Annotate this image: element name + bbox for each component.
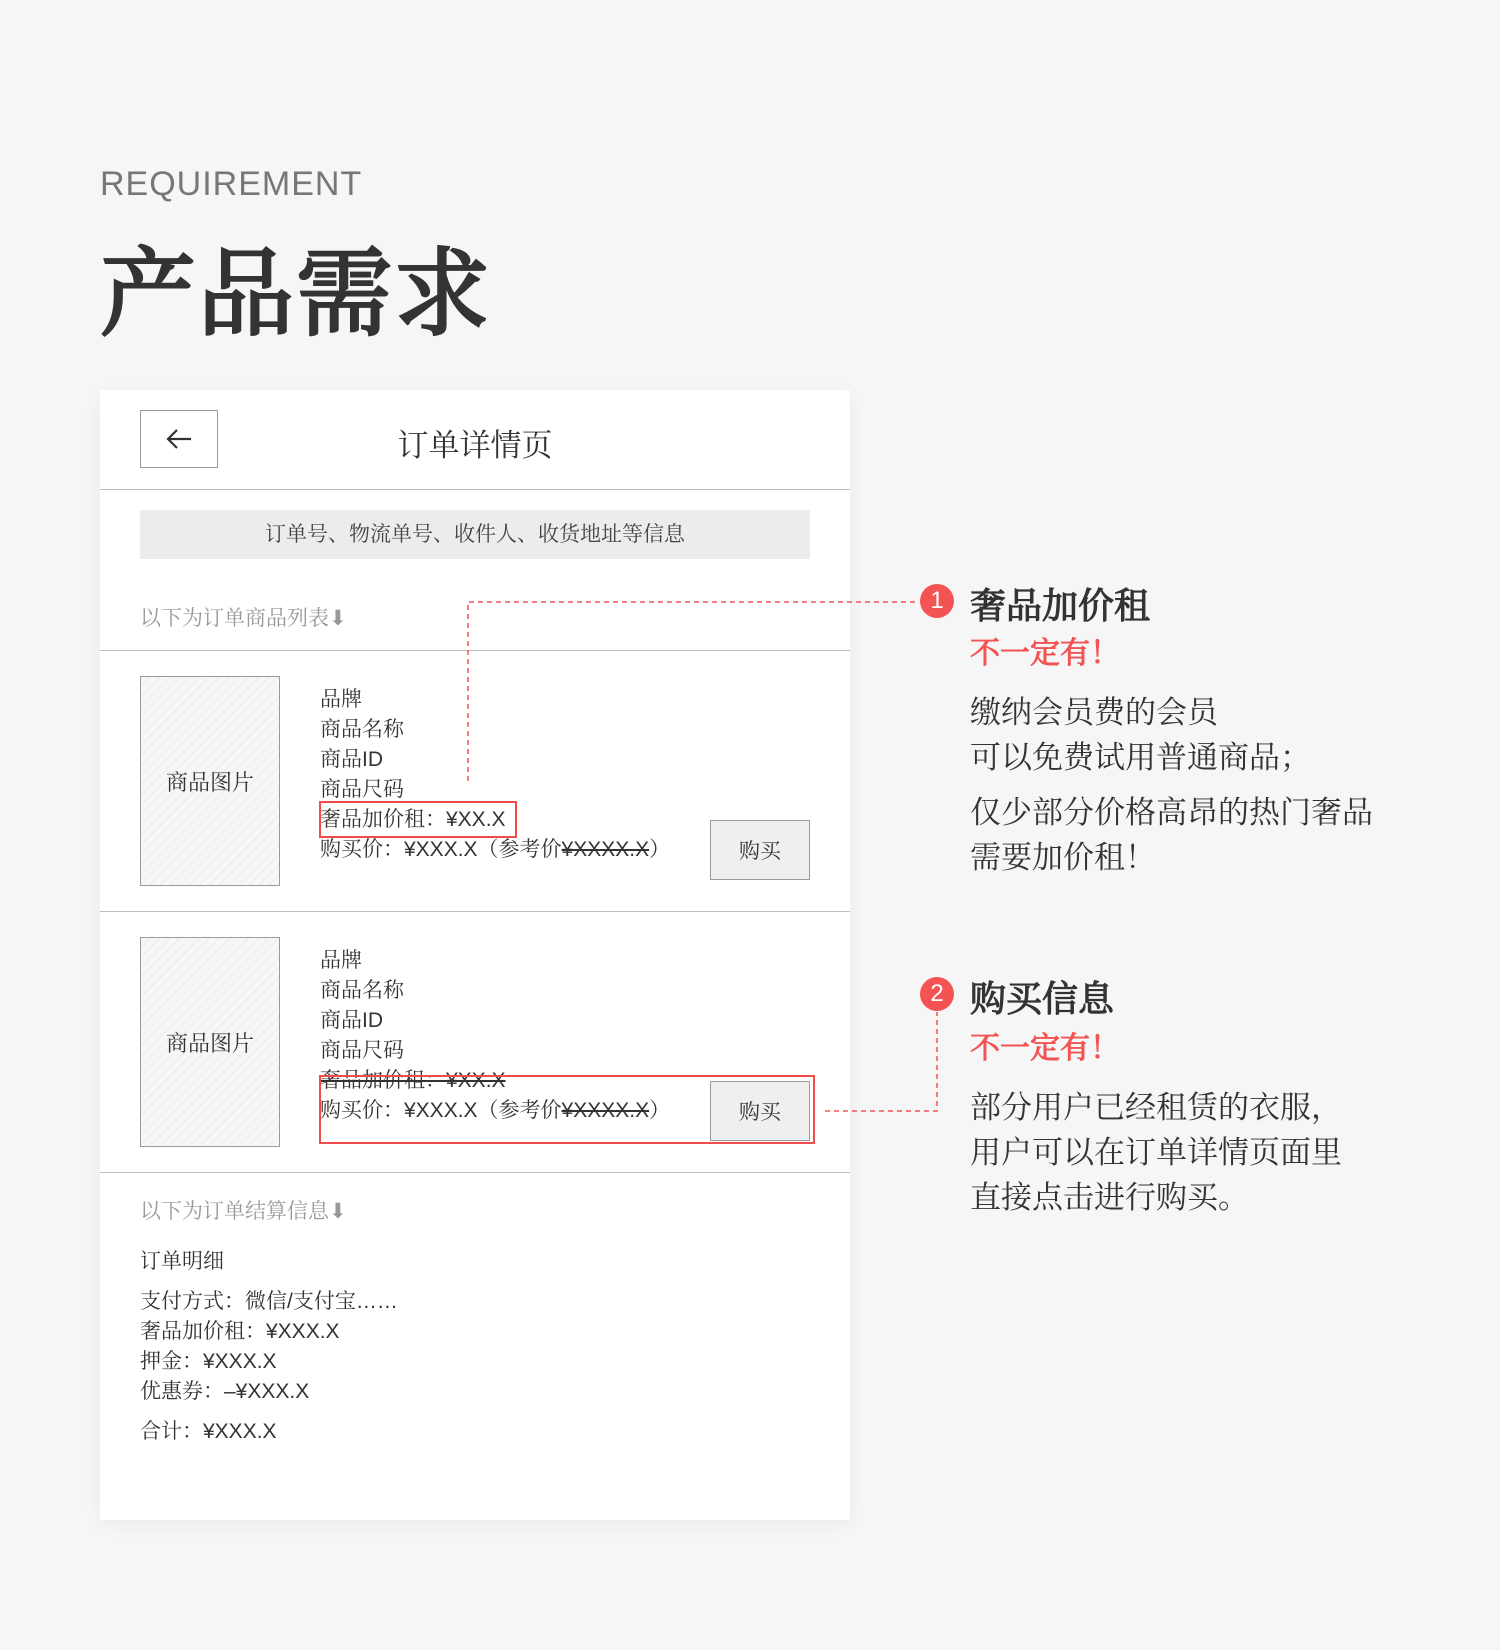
- settle-section-label: 以下为订单结算信息⬇: [140, 1200, 347, 1223]
- annotation-title: 奢品加价租: [970, 585, 1151, 626]
- nav-title: 订单详情页: [397, 428, 553, 463]
- buy-button[interactable]: 购买: [710, 820, 810, 880]
- annotation-line: 用户可以在订单详情页面里: [970, 1135, 1342, 1170]
- product-name: 商品名称: [320, 718, 404, 741]
- phone-mockup: [100, 390, 850, 1520]
- divider: [100, 1172, 850, 1173]
- annotation-tag: 不一定有！: [970, 637, 1120, 670]
- product-name: 商品名称: [320, 979, 404, 1002]
- reference-price: ¥XXXX.X: [561, 838, 650, 861]
- annotation-tag: 不一定有！: [970, 1032, 1120, 1065]
- product-size: 商品尺码: [320, 1039, 404, 1062]
- annotation-line: 直接点击进行购买。: [970, 1180, 1249, 1215]
- goods-section-label: 以下为订单商品列表⬇: [140, 607, 347, 630]
- lux-fee-text: 奢品加价租：¥XX.X: [320, 1069, 506, 1092]
- price-text: 购买价：¥XXX.X（参考价: [320, 1099, 562, 1122]
- reference-price: ¥XXXX.X: [561, 1099, 650, 1122]
- product-brand: 品牌: [320, 688, 362, 711]
- product-brand: 品牌: [320, 949, 362, 972]
- summary-coupon: 优惠券：–¥XXX.X: [140, 1380, 310, 1403]
- annotation-line: 可以免费试用普通商品；: [970, 740, 1311, 775]
- order-info-bar: 订单号、物流单号、收件人、收货地址等信息: [140, 510, 810, 559]
- divider: [100, 489, 850, 490]
- annotation-number-badge: 2: [920, 977, 954, 1011]
- summary-title: 订单明细: [140, 1250, 224, 1273]
- price-close: ）: [649, 1099, 671, 1122]
- annotation-number-badge: 1: [920, 584, 954, 618]
- price-text: 购买价：¥XXX.X（参考价: [320, 838, 562, 861]
- summary-total: 合计：¥XXX.X: [140, 1420, 277, 1443]
- divider: [100, 650, 850, 651]
- summary-deposit: 押金：¥XXX.X: [140, 1350, 277, 1373]
- product-lux-fee: 奢品加价租：¥XX.X: [320, 808, 506, 831]
- product-image: 商品图片: [140, 937, 280, 1147]
- annotation-line: 仅少部分价格高昂的热门奢品: [970, 795, 1373, 830]
- eyebrow: REQUIREMENT: [100, 165, 363, 203]
- annotation-line: 缴纳会员费的会员: [970, 695, 1218, 730]
- page-title: 产品需求: [100, 241, 492, 348]
- summary-lux-fee: 奢品加价租：¥XXX.X: [140, 1320, 340, 1343]
- annotation-line: 需要加价租！: [970, 840, 1156, 875]
- product-price: [320, 835, 670, 865]
- divider: [100, 911, 850, 912]
- annotation-line: 部分用户已经租赁的衣服，: [970, 1090, 1342, 1125]
- product-id: 商品ID: [320, 748, 383, 771]
- highlight-lux-fee: [319, 801, 517, 838]
- buy-button[interactable]: 购买: [710, 1081, 810, 1141]
- product-image: 商品图片: [140, 676, 280, 886]
- summary-payment: 支付方式：微信/支付宝……: [140, 1290, 398, 1313]
- price-close: ）: [649, 838, 671, 861]
- product-size: 商品尺码: [320, 778, 404, 801]
- annotation-title: 购买信息: [970, 978, 1115, 1019]
- product-id: 商品ID: [320, 1009, 383, 1032]
- highlight-purchase: [319, 1075, 815, 1144]
